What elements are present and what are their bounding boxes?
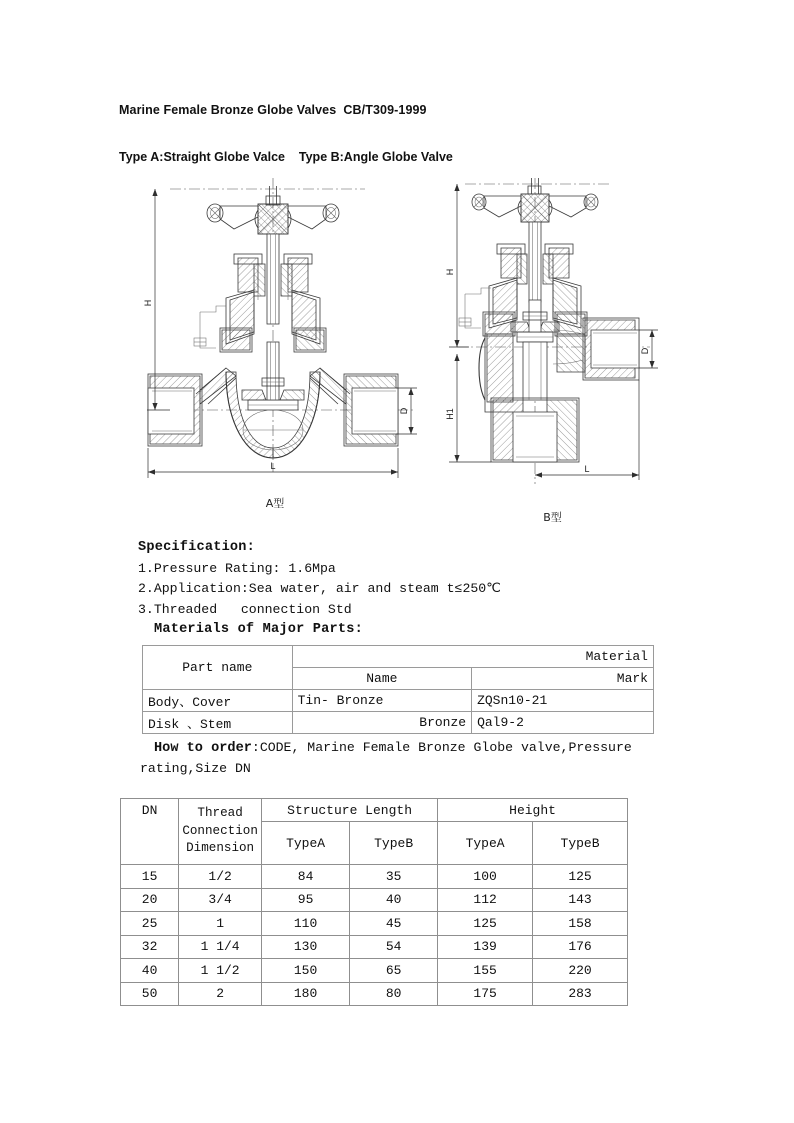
dim-cell-sl-a: 130 [262,935,350,959]
dim-cell-sl-b: 80 [350,982,438,1006]
dimensions-table [120,798,628,1006]
materials-header-mark: Mark [472,668,654,690]
dim-cell-thread: 2 [179,982,262,1006]
dim-cell-dn: 20 [121,888,179,912]
dim-cell-dn: 40 [121,959,179,983]
table-row [121,912,628,936]
dim-cell-h-b: 125 [533,865,628,889]
dim-cell-h-a: 100 [438,865,533,889]
dimensions-header-height: Height [438,799,628,822]
dim-cell-h-a: 112 [438,888,533,912]
dim-cell-sl-a: 95 [262,888,350,912]
page-title: Marine Female Bronze Globe Valves CB/T309-1999 [119,103,427,117]
table-row [143,712,654,734]
materials-heading: Materials of Major Parts: [154,622,363,638]
dim-label-h-b: H [445,268,455,276]
table-row [121,982,628,1006]
materials-header-part-name: Part name [143,646,293,690]
table-row [121,935,628,959]
dim-cell-thread: 1 1/4 [179,935,262,959]
dim-cell-h-a: 155 [438,959,533,983]
materials-cell-part-name: Body、Cover [143,690,293,712]
dim-cell-h-b: 283 [533,982,628,1006]
dimensions-header-h-type-a: TypeA [438,822,533,865]
table-row [121,959,628,983]
dim-cell-sl-a: 180 [262,982,350,1006]
dim-cell-sl-b: 40 [350,888,438,912]
dimensions-header-row-1 [121,799,628,822]
table-row [121,888,628,912]
dim-label-d-b: D [640,347,650,355]
dim-cell-sl-b: 45 [350,912,438,936]
dimensions-header-sl-type-b: TypeB [350,822,438,865]
dim-cell-thread: 1/2 [179,865,262,889]
how-to-order-label: How to order [154,741,252,756]
how-to-order-text: :CODE, Marine Female Bronze Globe valve,Pressure rating,Size DN [140,740,632,776]
figure-type-b [435,172,670,522]
materials-header-name: Name [292,668,471,690]
dim-cell-thread: 3/4 [179,888,262,912]
figure-b-caption: B型 [543,511,562,524]
spec-item-threaded-connection: 3.Threaded connection Std [138,601,352,617]
dimensions-header-structure-length: Structure Length [262,799,438,822]
dim-label-d-a: D [399,407,409,415]
dim-cell-sl-a: 84 [262,865,350,889]
dim-cell-dn: 15 [121,865,179,889]
specification-block [138,538,698,641]
dim-cell-h-b: 176 [533,935,628,959]
technical-drawings [130,172,670,522]
dim-cell-sl-b: 54 [350,935,438,959]
dimensions-header-h-type-b: TypeB [533,822,628,865]
dimensions-header-dn: DN [121,799,179,865]
dimensions-header-sl-type-a: TypeA [262,822,350,865]
materials-header-material-group: Material [292,646,653,668]
dim-cell-thread: 1 [179,912,262,936]
materials-header-row-1 [143,646,654,668]
valve-type-subtitle: Type A:Straight Globe Valce Type B:Angle Globe Valve [119,150,453,164]
dim-cell-h-b: 220 [533,959,628,983]
materials-cell-mark: Qal9-2 [472,712,654,734]
dim-cell-dn: 25 [121,912,179,936]
dim-cell-h-a: 125 [438,912,533,936]
materials-cell-name: Bronze [292,712,471,734]
spec-item-application: 2.Application:Sea water, air and steam t≤250℃ [138,581,502,597]
dim-cell-sl-b: 35 [350,865,438,889]
dim-cell-h-b: 158 [533,912,628,936]
dim-cell-dn: 50 [121,982,179,1006]
dim-cell-sl-a: 110 [262,912,350,936]
dim-cell-h-a: 175 [438,982,533,1006]
table-row [121,865,628,889]
materials-table [142,645,654,734]
materials-cell-name: Tin- Bronze [292,690,471,712]
dim-cell-thread: 1 1/2 [179,959,262,983]
dim-cell-dn: 32 [121,935,179,959]
figure-type-a [130,172,420,522]
dim-label-h-a: H [143,299,153,307]
materials-cell-part-name: Disk 、Stem [143,712,293,734]
dim-cell-h-a: 139 [438,935,533,959]
dim-cell-h-b: 143 [533,888,628,912]
dim-label-l-b: L [584,464,590,474]
dim-cell-sl-a: 150 [262,959,350,983]
specification-heading: Specification: [138,540,256,555]
spec-item-pressure-rating: 1.Pressure Rating: 1.6Mpa [138,560,336,576]
table-row [143,690,654,712]
dim-label-h1-b: H1 [445,408,455,420]
dim-label-l-a: L [270,461,276,471]
dimensions-header-thread: Thread Connection Dimension [179,799,262,865]
how-to-order-block [140,738,680,779]
dim-cell-sl-b: 65 [350,959,438,983]
materials-cell-mark: ZQSn10-21 [472,690,654,712]
figure-a-caption: A型 [265,497,285,510]
